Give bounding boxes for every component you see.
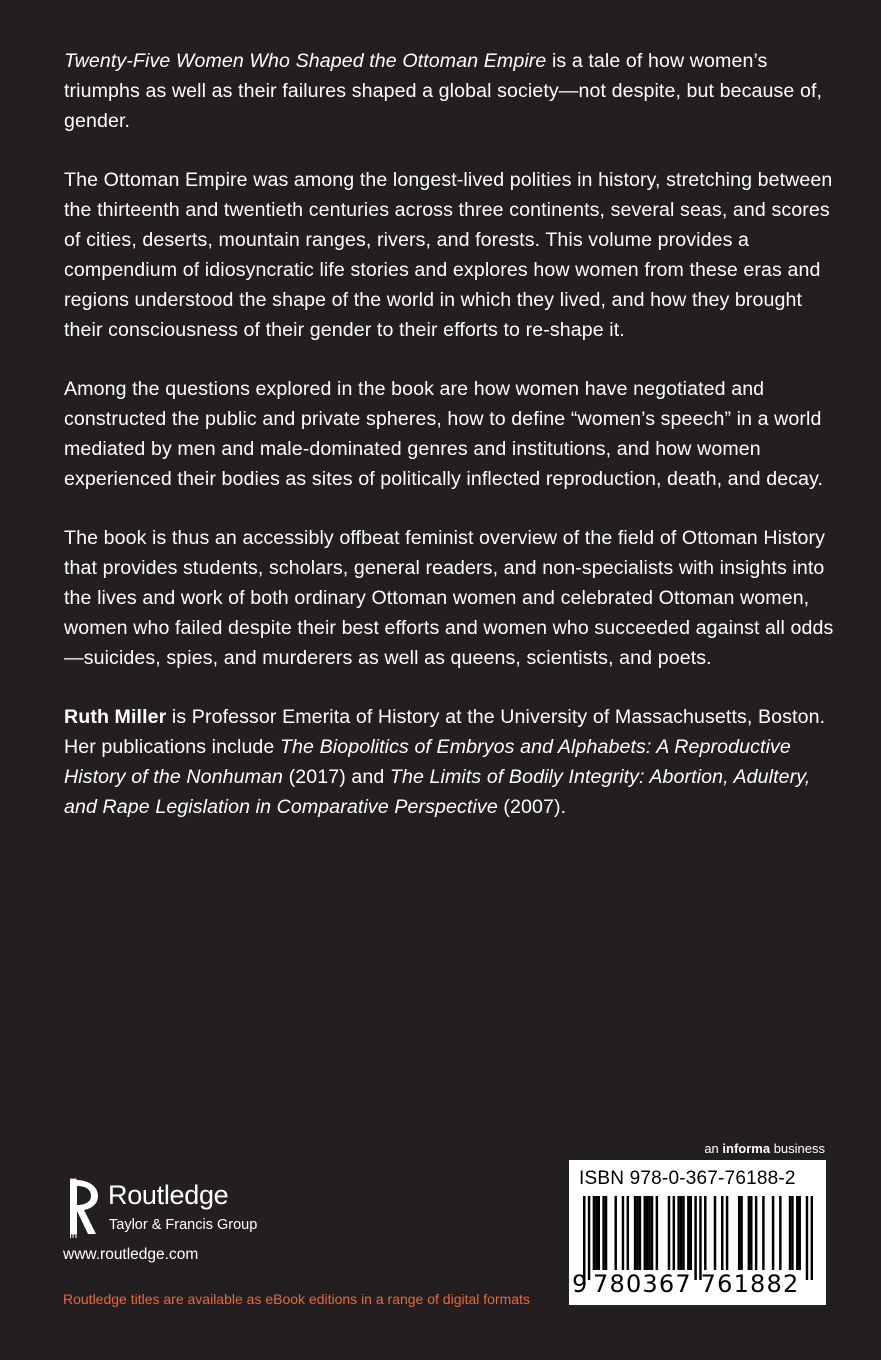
barcode-bar: [798, 1196, 800, 1270]
logo-vertical-text: ROUTLEDGE: [68, 1178, 78, 1240]
barcode-bar: [651, 1196, 653, 1270]
author-bio-text-2: (2017) and: [283, 766, 390, 788]
barcode-digits: 780367 761882: [593, 1270, 800, 1298]
barcode-bar: [779, 1196, 781, 1270]
barcode-bar: [748, 1196, 750, 1270]
blurb-paragraph-3: Among the questions explored in the book are how women have negotiated and constructed the public and private spheres, how to define “women’s speech” in a world mediated by men and male-dominated genres and institutions, and how women experienced their bodies as sites of politically inflected reproduction, death, and decay.: [64, 378, 824, 490]
barcode-bar: [588, 1196, 590, 1280]
barcode-bar: [680, 1196, 682, 1270]
barcode-bar: [740, 1196, 742, 1270]
barcode-bar: [622, 1196, 624, 1270]
informa-prefix: an: [704, 1141, 723, 1156]
barcode-bar: [595, 1196, 597, 1270]
barcode-bar: [726, 1196, 728, 1270]
book-title: Twenty-Five Women Who Shaped the Ottoman Empire: [64, 50, 547, 72]
barcode-bar: [789, 1196, 791, 1270]
barcode-lead-digit: 9: [572, 1270, 588, 1298]
barcode-bar: [694, 1196, 696, 1280]
barcode-bar: [646, 1196, 648, 1270]
barcode-bar: [690, 1196, 692, 1270]
barcode-bar: [636, 1196, 638, 1270]
informa-suffix: business: [770, 1141, 825, 1156]
blurb-p1-text: is a tale of how women’s triumphs as well as their failures shaped a global society—not despite, but because of, gender.: [64, 50, 823, 132]
barcode-bar: [605, 1196, 607, 1270]
informa-bold: informa: [722, 1141, 771, 1156]
barcode-bar: [738, 1196, 740, 1270]
barcode-bar: [699, 1196, 701, 1280]
barcode-bar: [627, 1196, 629, 1270]
barcode-bar: [656, 1196, 658, 1270]
barcode-bar: [598, 1196, 600, 1270]
barcode-bar: [639, 1196, 641, 1270]
barcode-bar: [583, 1196, 585, 1280]
barcode-bar: [806, 1196, 808, 1280]
author-bio-text-3: (2007).: [497, 796, 567, 818]
barcode-bar: [811, 1196, 813, 1280]
barcode-bar: [668, 1196, 670, 1270]
blurb-paragraph-1: [64, 46, 834, 136]
barcode-bar: [750, 1196, 752, 1270]
author-bio: [64, 702, 834, 822]
barcode-bar: [796, 1196, 798, 1270]
publisher-logo: [62, 1178, 322, 1238]
barcode-bar: [673, 1196, 675, 1270]
barcode-bar: [714, 1196, 716, 1270]
barcode-bar: [644, 1196, 646, 1270]
publisher-website[interactable]: www.routledge.com: [63, 1246, 199, 1263]
informa-tagline: [704, 1141, 825, 1156]
publisher-name: Routledge: [108, 1180, 229, 1210]
barcode-bar: [772, 1196, 774, 1270]
barcode-bar: [614, 1196, 616, 1270]
barcode-bar: [602, 1196, 604, 1270]
barcode-bar: [762, 1196, 764, 1270]
barcode-bar: [648, 1196, 650, 1270]
publisher-group: Taylor & Francis Group: [109, 1217, 258, 1233]
back-cover-blurb: [64, 46, 834, 851]
barcode-bar: [721, 1196, 723, 1270]
barcode-bar: [687, 1196, 689, 1270]
barcode-bar: [755, 1196, 757, 1270]
author-book-1: The Biopolitics of Embryos and Alphabets: A Reproductive History of the Nonhuman: [64, 736, 791, 788]
barcode-bar: [634, 1196, 636, 1270]
barcode-bar: [677, 1196, 679, 1270]
barcode-box: [569, 1160, 826, 1305]
author-bio-text-1: is Professor Emerita of History at the University of Massachusetts, Boston. Her publications include: [64, 706, 826, 758]
blurb-paragraph-2: The Ottoman Empire was among the longest-lived polities in history, stretching between the thirteenth and twentieth centuries across three continents, several seas, and scores of cities, deserts, mountain ranges, rivers, and forests. This volume provides a compendium of idiosyncratic life stories and explores how women from these eras and regions understood the shape of the world in which they lived, and how they brought their consciousness of their gender to their efforts to re-shape it.: [64, 169, 833, 341]
barcode-bar: [682, 1196, 684, 1270]
ebook-note: Routledge titles are available as eBook editions in a range of digital formats: [63, 1291, 530, 1307]
barcode-bars: [583, 1196, 813, 1280]
author-book-2: The Limits of Bodily Integrity: Abortion, Adultery, and Rape Legislation in Comparative Perspective: [64, 766, 811, 818]
isbn-label: ISBN 978-0-367-76188-2: [579, 1168, 796, 1189]
barcode-bar: [593, 1196, 595, 1270]
barcode-bar: [704, 1196, 706, 1270]
author-name: Ruth Miller: [64, 706, 167, 728]
barcode-bar: [791, 1196, 793, 1270]
blurb-paragraph-4: The book is thus an accessibly offbeat feminist overview of the field of Ottoman History that provides students, scholars, general readers, and non-specialists with insights into the lives and work of both ordinary Ottoman women and celebrated Ottoman women, women who failed despite their best efforts and women who succeeded against all odds—suicides, spies, and murderers as well as queens, scientists, and poets.: [64, 527, 834, 669]
